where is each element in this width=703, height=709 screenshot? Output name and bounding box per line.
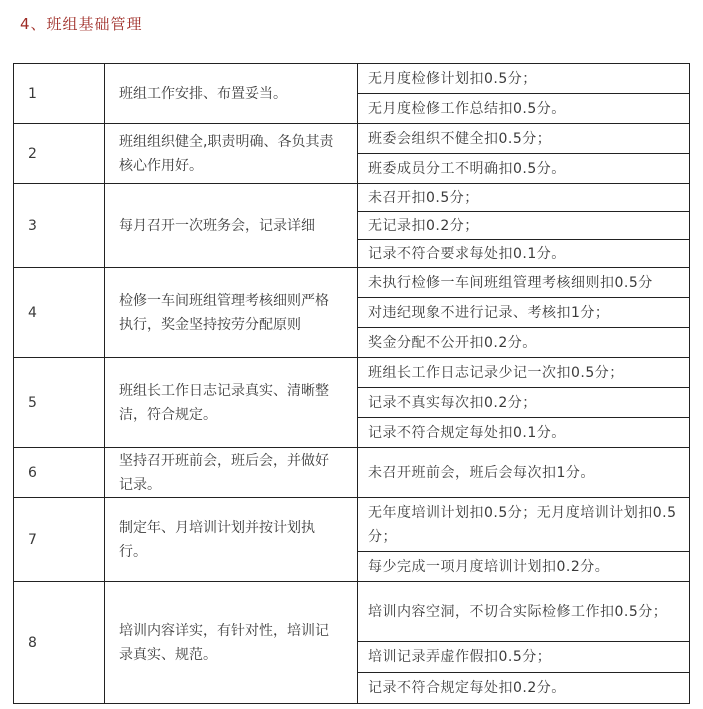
deduction-rule: 对违纪现象不进行记录、考核扣1分； — [358, 298, 690, 328]
item-requirement: 制定年、月培训计划并按计划执行。 — [105, 498, 358, 582]
table-row — [14, 184, 690, 212]
item-number: 2 — [14, 124, 105, 184]
table-row — [14, 448, 690, 498]
item-number: 5 — [14, 358, 105, 448]
deduction-rule: 未执行检修一车间班组管理考核细则扣0.5分 — [358, 268, 690, 298]
table-row — [14, 498, 690, 552]
deduction-rule: 培训内容空洞，不切合实际检修工作扣0.5分； — [358, 582, 690, 642]
deduction-rule: 班委成员分工不明确扣0.5分。 — [358, 154, 690, 184]
deduction-rule: 记录不真实每次扣0.2分； — [358, 388, 690, 418]
section-title: 4、班组基础管理 — [20, 15, 143, 33]
item-number: 6 — [14, 448, 105, 498]
item-requirement: 检修一车间班组管理考核细则严格执行，奖金坚持按劳分配原则 — [105, 268, 358, 358]
deduction-rule: 班组长工作日志记录少记一次扣0.5分； — [358, 358, 690, 388]
management-table — [13, 63, 690, 704]
item-requirement: 班组长工作日志记录真实、清晰整洁，符合规定。 — [105, 358, 358, 448]
deduction-rule: 无月度检修计划扣0.5分； — [358, 64, 690, 94]
item-requirement: 坚持召开班前会，班后会，并做好记录。 — [105, 448, 358, 498]
deduction-rule: 未召开班前会，班后会每次扣1分。 — [358, 448, 690, 498]
table-row — [14, 358, 690, 388]
item-requirement: 每月召开一次班务会，记录详细 — [105, 184, 358, 268]
item-requirement: 培训内容详实，有针对性，培训记录真实、规范。 — [105, 582, 358, 704]
deduction-rule: 无月度检修工作总结扣0.5分。 — [358, 94, 690, 124]
item-number: 7 — [14, 498, 105, 582]
deduction-rule: 每少完成一项月度培训计划扣0.2分。 — [358, 552, 690, 582]
item-number: 1 — [14, 64, 105, 124]
deduction-rule: 无年度培训计划扣0.5分；无月度培训计划扣0.5分； — [358, 498, 690, 552]
deduction-rule: 记录不符合规定每处扣0.1分。 — [358, 418, 690, 448]
table-row — [14, 64, 690, 94]
table-row — [14, 268, 690, 298]
item-number: 3 — [14, 184, 105, 268]
item-number: 8 — [14, 582, 105, 704]
deduction-rule: 无记录扣0.2分； — [358, 212, 690, 240]
deduction-rule: 奖金分配不公开扣0.2分。 — [358, 328, 690, 358]
table-row — [14, 582, 690, 642]
item-number: 4 — [14, 268, 105, 358]
deduction-rule: 培训记录弄虚作假扣0.5分； — [358, 642, 690, 673]
deduction-rule: 记录不符合要求每处扣0.1分。 — [358, 240, 690, 268]
deduction-rule: 班委会组织不健全扣0.5分； — [358, 124, 690, 154]
item-requirement: 班组工作安排、布置妥当。 — [105, 64, 358, 124]
deduction-rule: 记录不符合规定每处扣0.2分。 — [358, 673, 690, 704]
item-requirement: 班组组织健全,职责明确、各负其责核心作用好。 — [105, 124, 358, 184]
deduction-rule: 未召开扣0.5分； — [358, 184, 690, 212]
table-row — [14, 124, 690, 154]
